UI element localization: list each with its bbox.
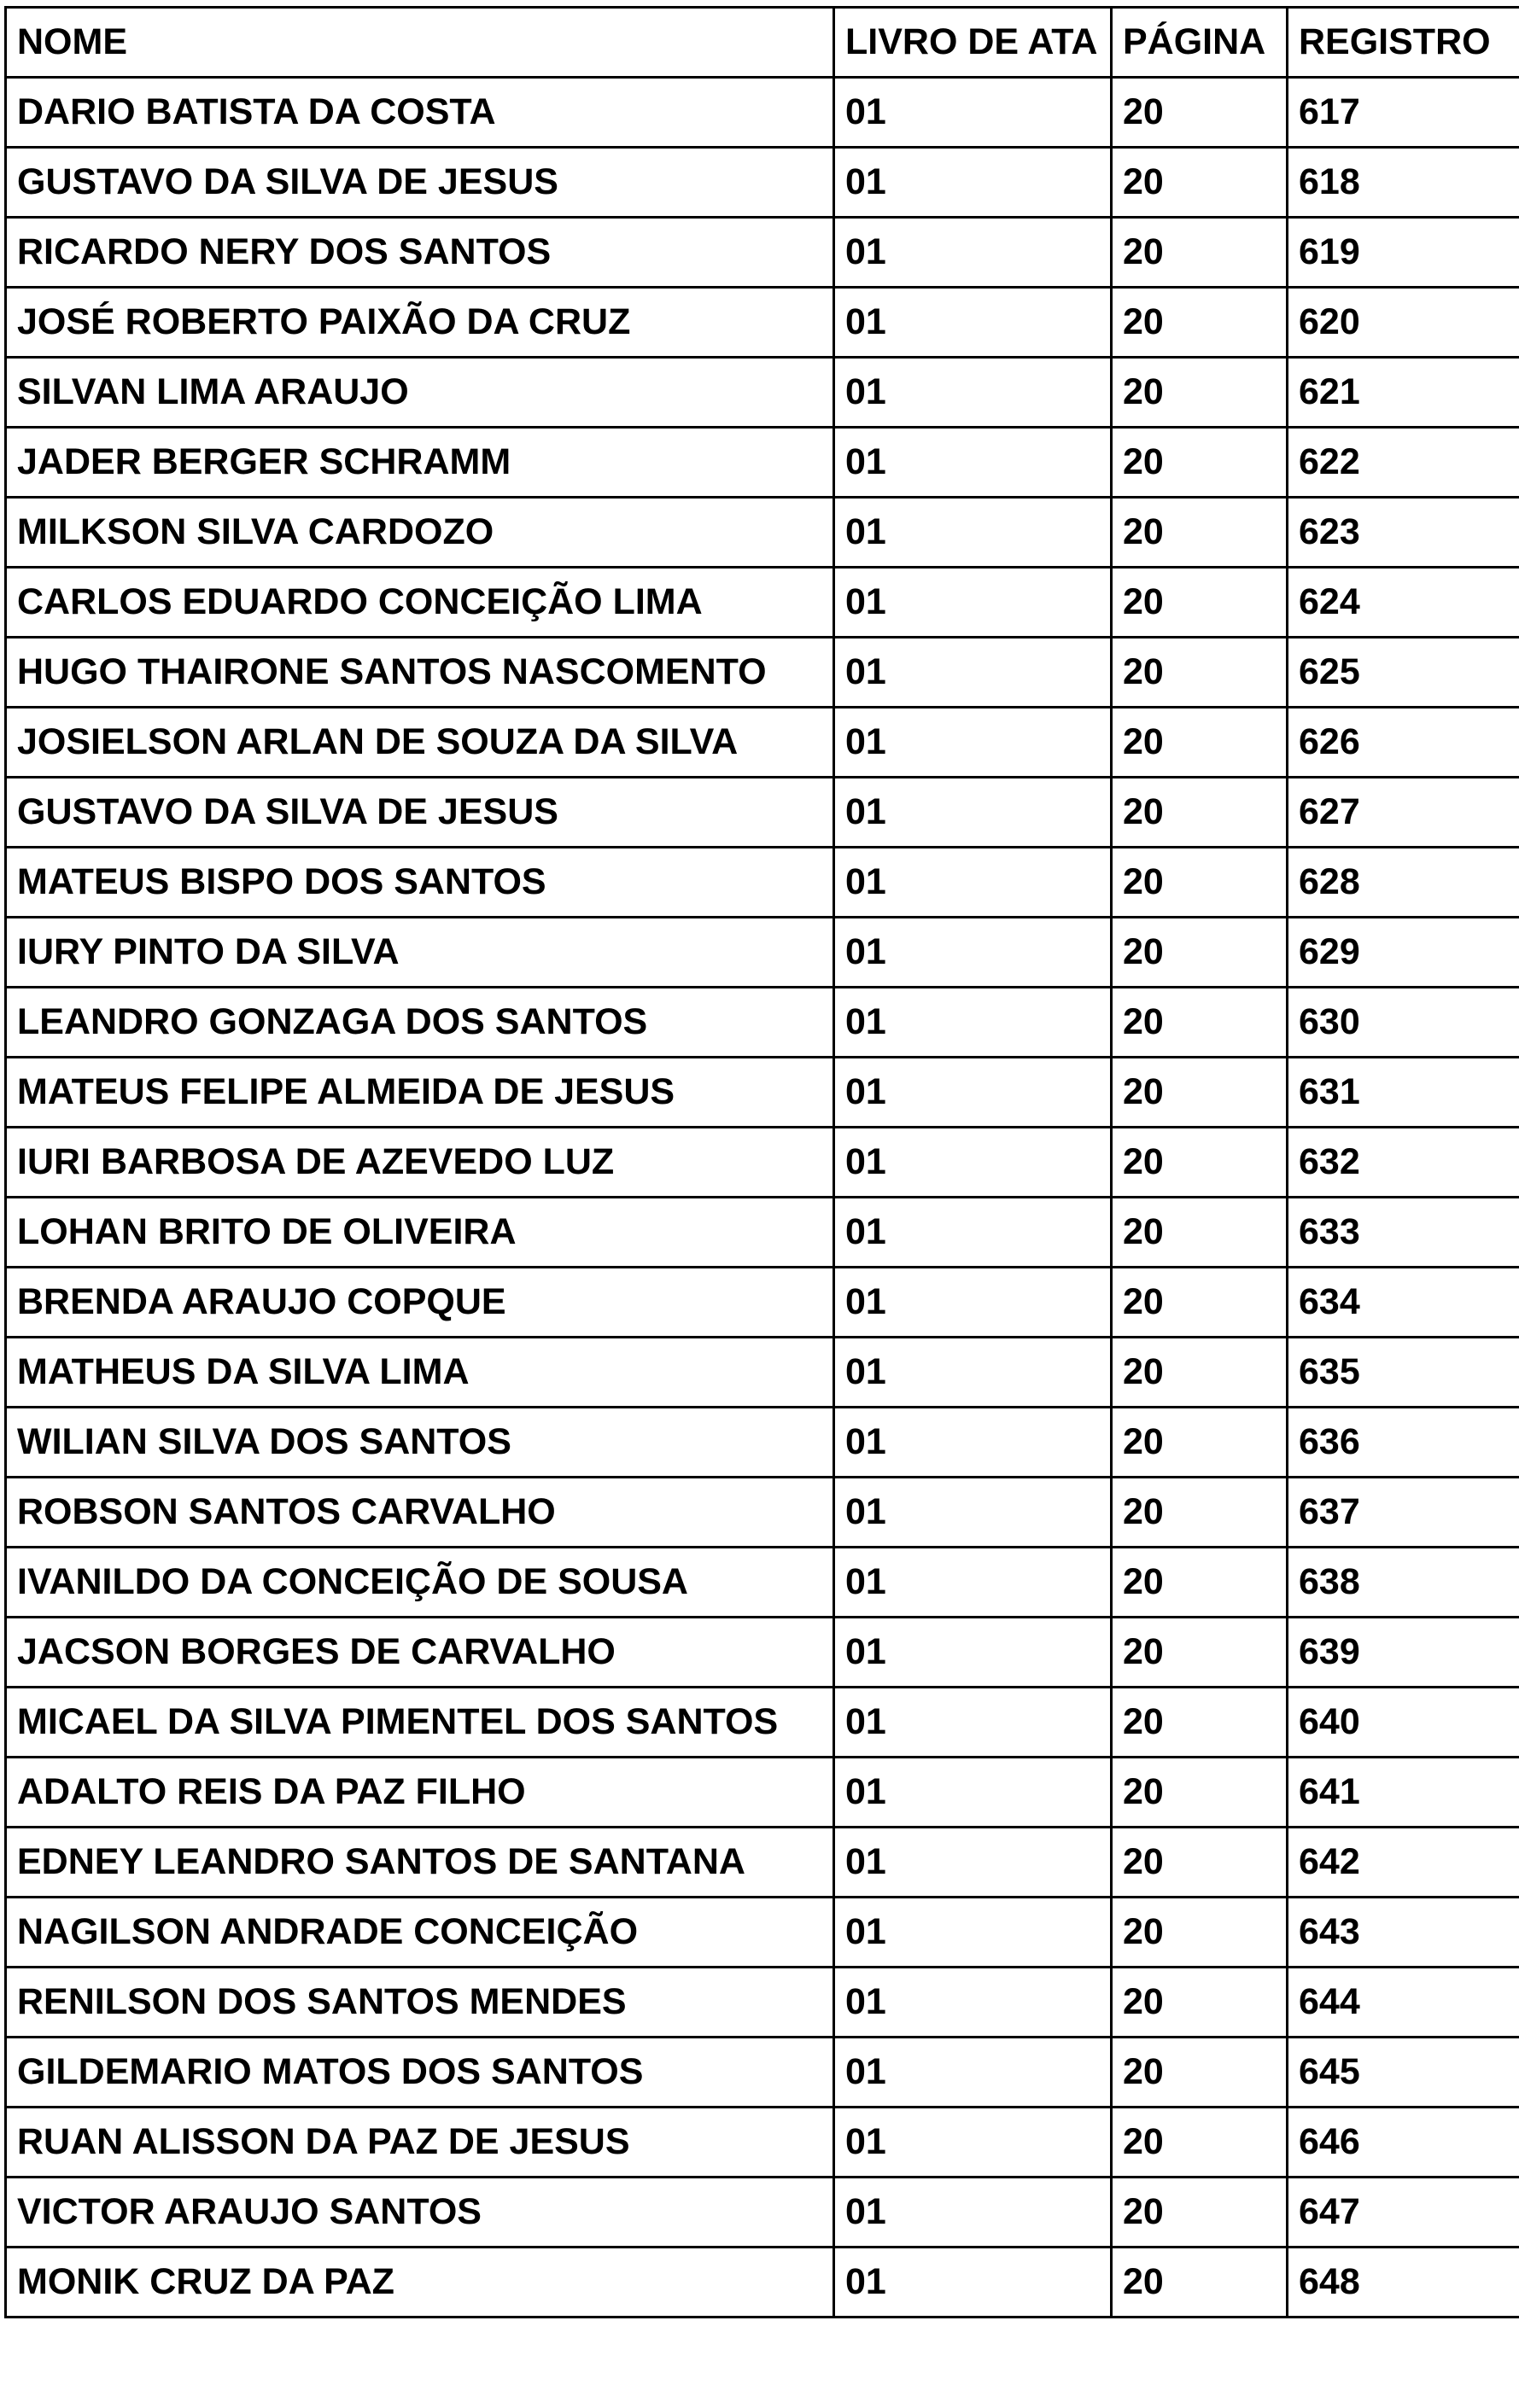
cell-livro-de-ata: 01	[834, 288, 1112, 358]
table-row	[6, 1408, 1519, 1478]
table-row	[6, 1618, 1519, 1688]
table-row	[6, 2248, 1519, 2318]
cell-registro: 638	[1288, 1548, 1519, 1618]
cell-livro-de-ata: 01	[834, 148, 1112, 218]
table-row	[6, 78, 1519, 148]
cell-pagina: 20	[1112, 1198, 1288, 1268]
cell-registro: 620	[1288, 288, 1519, 358]
table-row	[6, 498, 1519, 568]
cell-nome: IURY PINTO DA SILVA	[6, 918, 834, 988]
cell-registro: 630	[1288, 988, 1519, 1058]
table-row	[6, 1898, 1519, 1968]
table-row	[6, 1968, 1519, 2038]
cell-nome: JOSIELSON ARLAN DE SOUZA DA SILVA	[6, 708, 834, 778]
cell-registro: 647	[1288, 2178, 1519, 2248]
cell-pagina: 20	[1112, 1058, 1288, 1128]
cell-registro: 641	[1288, 1758, 1519, 1828]
cell-nome: CARLOS EDUARDO CONCEIÇÃO LIMA	[6, 568, 834, 638]
cell-registro: 623	[1288, 498, 1519, 568]
cell-nome: WILIAN SILVA DOS SANTOS	[6, 1408, 834, 1478]
cell-nome: EDNEY LEANDRO SANTOS DE SANTANA	[6, 1828, 834, 1898]
table-row	[6, 918, 1519, 988]
cell-registro: 622	[1288, 428, 1519, 498]
table-row	[6, 218, 1519, 288]
cell-livro-de-ata: 01	[834, 2108, 1112, 2178]
cell-pagina: 20	[1112, 2248, 1288, 2318]
cell-registro: 628	[1288, 848, 1519, 918]
table-row	[6, 358, 1519, 428]
cell-nome: SILVAN LIMA ARAUJO	[6, 358, 834, 428]
cell-nome: NAGILSON ANDRADE CONCEIÇÃO	[6, 1898, 834, 1968]
cell-pagina: 20	[1112, 2108, 1288, 2178]
cell-registro: 621	[1288, 358, 1519, 428]
cell-livro-de-ata: 01	[834, 498, 1112, 568]
table-row	[6, 2178, 1519, 2248]
header-registro: REGISTRO	[1288, 8, 1519, 78]
table-row	[6, 1478, 1519, 1548]
table-row	[6, 848, 1519, 918]
table-row	[6, 1128, 1519, 1198]
cell-livro-de-ata: 01	[834, 568, 1112, 638]
cell-pagina: 20	[1112, 1758, 1288, 1828]
cell-livro-de-ata: 01	[834, 1338, 1112, 1408]
cell-registro: 617	[1288, 78, 1519, 148]
cell-livro-de-ata: 01	[834, 1618, 1112, 1688]
cell-livro-de-ata: 01	[834, 778, 1112, 848]
cell-pagina: 20	[1112, 2178, 1288, 2248]
table-row	[6, 708, 1519, 778]
cell-registro: 629	[1288, 918, 1519, 988]
cell-nome: GUSTAVO DA SILVA DE JESUS	[6, 148, 834, 218]
cell-nome: RICARDO NERY DOS SANTOS	[6, 218, 834, 288]
table-row	[6, 1268, 1519, 1338]
cell-pagina: 20	[1112, 498, 1288, 568]
cell-registro: 645	[1288, 2038, 1519, 2108]
cell-registro: 648	[1288, 2248, 1519, 2318]
cell-pagina: 20	[1112, 1128, 1288, 1198]
cell-pagina: 20	[1112, 918, 1288, 988]
cell-pagina: 20	[1112, 1338, 1288, 1408]
cell-pagina: 20	[1112, 638, 1288, 708]
cell-nome: MATEUS BISPO DOS SANTOS	[6, 848, 834, 918]
cell-pagina: 20	[1112, 148, 1288, 218]
cell-registro: 640	[1288, 1688, 1519, 1758]
header-nome: NOME	[6, 8, 834, 78]
cell-livro-de-ata: 01	[834, 78, 1112, 148]
cell-livro-de-ata: 01	[834, 708, 1112, 778]
cell-registro: 637	[1288, 1478, 1519, 1548]
table-row	[6, 1548, 1519, 1618]
cell-registro: 627	[1288, 778, 1519, 848]
cell-registro: 639	[1288, 1618, 1519, 1688]
cell-pagina: 20	[1112, 1268, 1288, 1338]
cell-livro-de-ata: 01	[834, 988, 1112, 1058]
cell-pagina: 20	[1112, 1898, 1288, 1968]
cell-pagina: 20	[1112, 988, 1288, 1058]
cell-nome: RENILSON DOS SANTOS MENDES	[6, 1968, 834, 2038]
cell-pagina: 20	[1112, 1968, 1288, 2038]
table-row	[6, 1338, 1519, 1408]
cell-livro-de-ata: 01	[834, 918, 1112, 988]
table-row	[6, 2108, 1519, 2178]
cell-livro-de-ata: 01	[834, 2178, 1112, 2248]
cell-pagina: 20	[1112, 1618, 1288, 1688]
cell-nome: MATEUS FELIPE ALMEIDA DE JESUS	[6, 1058, 834, 1128]
cell-nome: JACSON BORGES DE CARVALHO	[6, 1618, 834, 1688]
table-row	[6, 1688, 1519, 1758]
cell-nome: HUGO THAIRONE SANTOS NASCOMENTO	[6, 638, 834, 708]
cell-pagina: 20	[1112, 568, 1288, 638]
cell-pagina: 20	[1112, 708, 1288, 778]
header-pagina: PÁGINA	[1112, 8, 1288, 78]
cell-registro: 626	[1288, 708, 1519, 778]
table-row	[6, 428, 1519, 498]
table-row	[6, 1198, 1519, 1268]
cell-livro-de-ata: 01	[834, 1268, 1112, 1338]
cell-nome: MILKSON SILVA CARDOZO	[6, 498, 834, 568]
cell-pagina: 20	[1112, 1688, 1288, 1758]
table-row	[6, 988, 1519, 1058]
cell-livro-de-ata: 01	[834, 1128, 1112, 1198]
table-row	[6, 778, 1519, 848]
table-row	[6, 148, 1519, 218]
table-row	[6, 1758, 1519, 1828]
cell-pagina: 20	[1112, 78, 1288, 148]
cell-livro-de-ata: 01	[834, 848, 1112, 918]
cell-registro: 636	[1288, 1408, 1519, 1478]
cell-nome: MONIK CRUZ DA PAZ	[6, 2248, 834, 2318]
cell-nome: MICAEL DA SILVA PIMENTEL DOS SANTOS	[6, 1688, 834, 1758]
cell-livro-de-ata: 01	[834, 1408, 1112, 1478]
cell-pagina: 20	[1112, 288, 1288, 358]
cell-pagina: 20	[1112, 778, 1288, 848]
table-row	[6, 1828, 1519, 1898]
registry-table	[4, 6, 1519, 2318]
cell-registro: 618	[1288, 148, 1519, 218]
cell-livro-de-ata: 01	[834, 218, 1112, 288]
cell-livro-de-ata: 01	[834, 428, 1112, 498]
cell-nome: DARIO BATISTA DA COSTA	[6, 78, 834, 148]
cell-nome: MATHEUS DA SILVA LIMA	[6, 1338, 834, 1408]
cell-livro-de-ata: 01	[834, 1688, 1112, 1758]
cell-registro: 633	[1288, 1198, 1519, 1268]
cell-livro-de-ata: 01	[834, 1758, 1112, 1828]
cell-registro: 642	[1288, 1828, 1519, 1898]
cell-pagina: 20	[1112, 428, 1288, 498]
cell-registro: 643	[1288, 1898, 1519, 1968]
cell-nome: LOHAN BRITO DE OLIVEIRA	[6, 1198, 834, 1268]
cell-pagina: 20	[1112, 848, 1288, 918]
cell-nome: IURI BARBOSA DE AZEVEDO LUZ	[6, 1128, 834, 1198]
cell-registro: 625	[1288, 638, 1519, 708]
cell-livro-de-ata: 01	[834, 1968, 1112, 2038]
cell-registro: 624	[1288, 568, 1519, 638]
cell-registro: 619	[1288, 218, 1519, 288]
table-row	[6, 2038, 1519, 2108]
cell-pagina: 20	[1112, 1548, 1288, 1618]
cell-registro: 634	[1288, 1268, 1519, 1338]
table-header-row	[6, 8, 1519, 78]
cell-livro-de-ata: 01	[834, 1898, 1112, 1968]
cell-nome: ADALTO REIS DA PAZ FILHO	[6, 1758, 834, 1828]
cell-pagina: 20	[1112, 358, 1288, 428]
cell-registro: 644	[1288, 1968, 1519, 2038]
cell-pagina: 20	[1112, 218, 1288, 288]
cell-livro-de-ata: 01	[834, 2038, 1112, 2108]
table-row	[6, 638, 1519, 708]
header-livro-de-ata: LIVRO DE ATA	[834, 8, 1112, 78]
cell-livro-de-ata: 01	[834, 1478, 1112, 1548]
cell-livro-de-ata: 01	[834, 1548, 1112, 1618]
cell-pagina: 20	[1112, 1408, 1288, 1478]
cell-registro: 632	[1288, 1128, 1519, 1198]
cell-nome: RUAN ALISSON DA PAZ DE JESUS	[6, 2108, 834, 2178]
cell-livro-de-ata: 01	[834, 1828, 1112, 1898]
cell-livro-de-ata: 01	[834, 2248, 1112, 2318]
cell-pagina: 20	[1112, 2038, 1288, 2108]
cell-nome: LEANDRO GONZAGA DOS SANTOS	[6, 988, 834, 1058]
cell-nome: JADER BERGER SCHRAMM	[6, 428, 834, 498]
table-row	[6, 568, 1519, 638]
table-row	[6, 1058, 1519, 1128]
cell-nome: GILDEMARIO MATOS DOS SANTOS	[6, 2038, 834, 2108]
cell-nome: IVANILDO DA CONCEIÇÃO DE SOUSA	[6, 1548, 834, 1618]
cell-nome: VICTOR ARAUJO SANTOS	[6, 2178, 834, 2248]
cell-registro: 646	[1288, 2108, 1519, 2178]
cell-nome: BRENDA ARAUJO COPQUE	[6, 1268, 834, 1338]
cell-pagina: 20	[1112, 1828, 1288, 1898]
cell-registro: 631	[1288, 1058, 1519, 1128]
cell-livro-de-ata: 01	[834, 1198, 1112, 1268]
cell-pagina: 20	[1112, 1478, 1288, 1548]
cell-nome: JOSÉ ROBERTO PAIXÃO DA CRUZ	[6, 288, 834, 358]
cell-livro-de-ata: 01	[834, 1058, 1112, 1128]
cell-registro: 635	[1288, 1338, 1519, 1408]
table-row	[6, 288, 1519, 358]
cell-nome: GUSTAVO DA SILVA DE JESUS	[6, 778, 834, 848]
cell-livro-de-ata: 01	[834, 358, 1112, 428]
cell-nome: ROBSON SANTOS CARVALHO	[6, 1478, 834, 1548]
cell-livro-de-ata: 01	[834, 638, 1112, 708]
table-body	[6, 78, 1519, 2318]
